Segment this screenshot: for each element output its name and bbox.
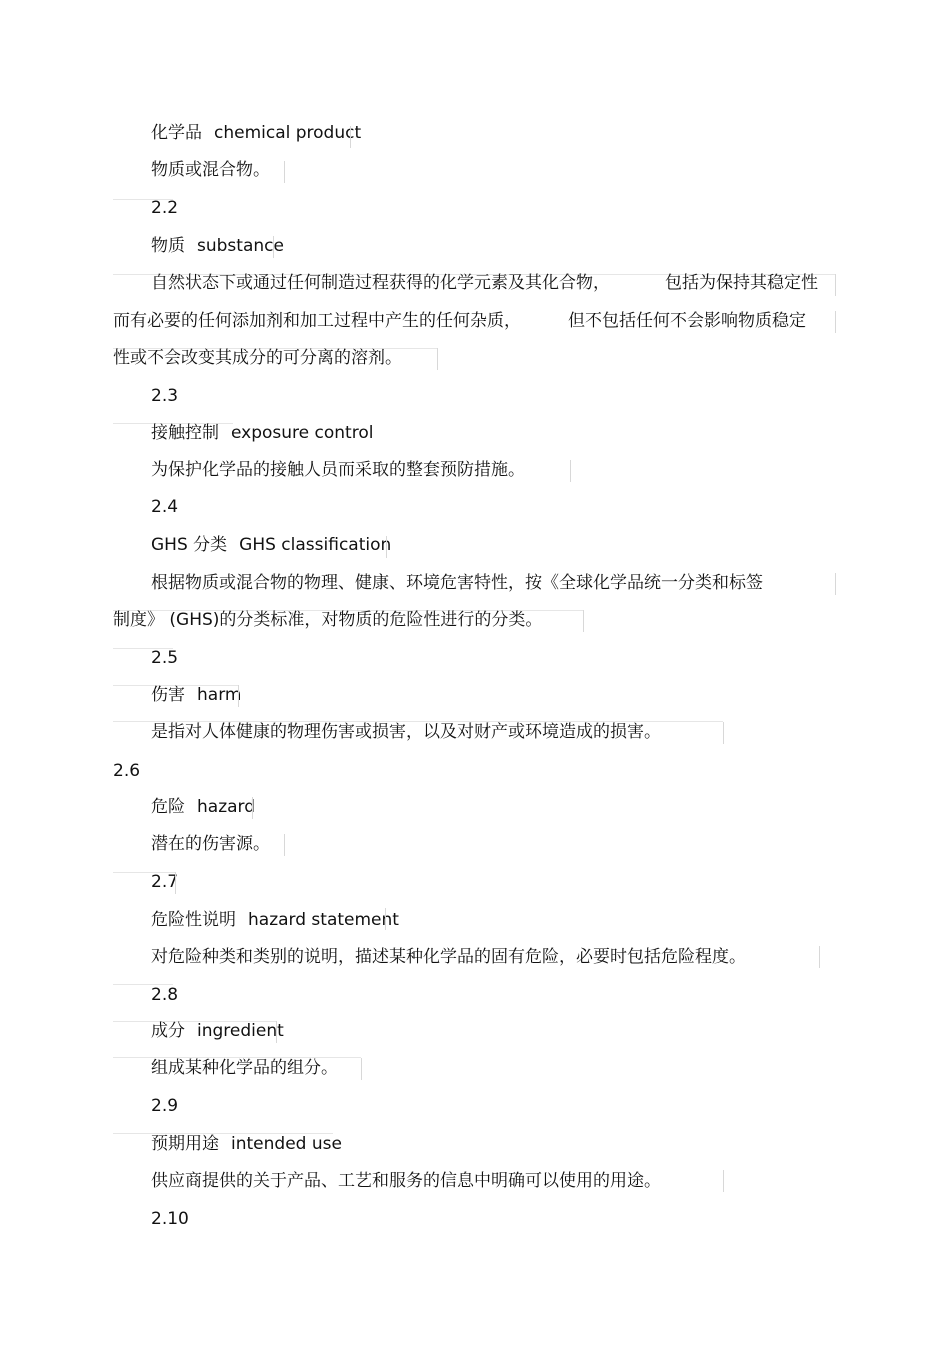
definition-text: 组成某种化学品的组分。 <box>151 1058 338 1078</box>
term-zh: 伤害 <box>151 685 185 705</box>
scan-artifact <box>284 834 285 856</box>
section-number: 2.10 <box>151 1209 189 1229</box>
scan-artifact <box>723 1170 724 1192</box>
scan-artifact <box>723 722 724 744</box>
scan-artifact <box>273 236 274 258</box>
section-number: 2.2 <box>151 198 179 218</box>
definition-text: 潜在的伤害源。 <box>151 834 270 854</box>
definition-text: 而有必要的任何添加剂和加工过程中产生的任何杂质， <box>113 311 521 331</box>
term-line <box>151 796 255 818</box>
term-zh: 物质 <box>151 236 185 256</box>
term-zh: GHS 分类 <box>151 535 228 555</box>
term-en: ingredient <box>197 1021 284 1041</box>
definition-text: 根据物质或混合物的物理、健康、环境危害特性，按《全球化学品统一分类和标签 <box>151 573 763 593</box>
term-line <box>151 122 361 144</box>
term-en: substance <box>197 236 284 256</box>
section-number: 2.3 <box>151 386 179 406</box>
scan-artifact <box>361 1058 362 1080</box>
definition-text: 包括为保持其稳定性 <box>665 273 818 293</box>
scan-artifact <box>437 348 438 370</box>
definition-text: 供应商提供的关于产品、工艺和服务的信息中明确可以使用的用途。 <box>151 1171 661 1191</box>
scan-artifact <box>835 274 836 296</box>
definition-text: 对危险种类和类别的说明，描述某种化学品的固有危险，必要时包括危险程度。 <box>151 947 746 967</box>
section-number: 2.4 <box>151 497 179 517</box>
term-line <box>151 1020 284 1042</box>
term-en: intended use <box>231 1134 342 1154</box>
term-line <box>151 422 373 444</box>
section-number: 2.6 <box>113 761 141 781</box>
scan-artifact <box>386 536 387 558</box>
definition-text: 自然状态下或通过任何制造过程获得的化学元素及其化合物， <box>151 273 610 293</box>
definition-text: 是指对人体健康的物理伤害或损害，以及对财产或环境造成的损害。 <box>151 722 661 742</box>
term-en: exposure control <box>231 423 374 443</box>
scan-artifact <box>175 872 176 894</box>
section-number: 2.7 <box>151 872 179 892</box>
scan-artifact <box>835 573 836 595</box>
term-line <box>151 534 391 556</box>
term-zh: 化学品 <box>151 123 202 143</box>
term-zh: 成分 <box>151 1021 185 1041</box>
definition-text: 性或不会改变其成分的可分离的溶剂。 <box>113 348 402 368</box>
term-zh: 危险性说明 <box>151 910 236 930</box>
scan-artifact <box>570 460 571 482</box>
term-en: harm <box>197 685 242 705</box>
term-zh: 接触控制 <box>151 423 219 443</box>
term-en: hazard statement <box>248 910 399 930</box>
section-number: 2.9 <box>151 1096 179 1116</box>
scan-artifact <box>252 797 253 819</box>
scan-artifact <box>276 1021 277 1043</box>
definition-text: 制度》 (GHS)的分类标准，对物质的危险性进行的分类。 <box>113 610 543 630</box>
term-line <box>151 1133 342 1155</box>
term-line <box>151 235 284 257</box>
term-en: chemical product <box>214 123 362 143</box>
scan-artifact <box>350 126 351 148</box>
term-zh: 预期用途 <box>151 1134 219 1154</box>
scan-artifact <box>385 908 386 930</box>
section-number: 2.5 <box>151 648 179 668</box>
term-line <box>151 684 241 706</box>
term-zh: 危险 <box>151 797 185 817</box>
section-number: 2.8 <box>151 985 179 1005</box>
definition-text: 物质或混合物。 <box>151 160 270 180</box>
scan-artifact <box>284 161 285 183</box>
scan-artifact <box>819 946 820 968</box>
scan-artifact <box>835 311 836 333</box>
definition-text: 但不包括任何不会影响物质稳定 <box>568 311 806 331</box>
term-line <box>151 909 399 931</box>
term-en: hazard <box>197 797 256 817</box>
definition-text: 为保护化学品的接触人员而采取的整套预防措施。 <box>151 460 525 480</box>
term-en: GHS classification <box>239 535 392 555</box>
scan-artifact <box>583 610 584 632</box>
scan-artifact <box>238 685 239 707</box>
